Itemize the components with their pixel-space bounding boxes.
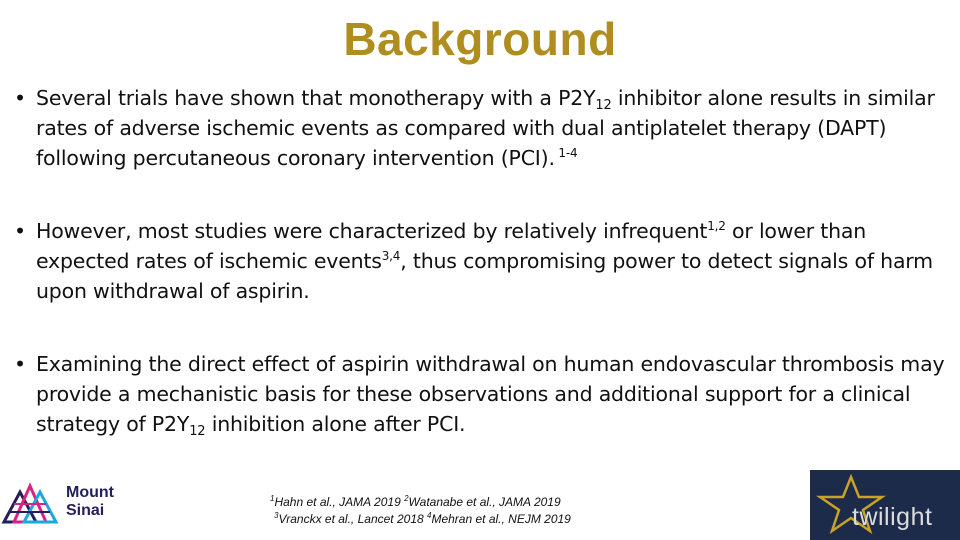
citation-superscript: 1,2 [707, 219, 726, 233]
twilight-wordmark: twilight [852, 503, 933, 531]
bullet-dot: • [14, 352, 26, 376]
mount-sinai-wordmark [66, 484, 114, 520]
logo-text: Mount [66, 484, 114, 501]
bullet-list [12, 83, 952, 439]
citation-superscript: 1-4 [554, 146, 578, 160]
citation-superscript: 3,4 [381, 249, 401, 263]
bullet-text: or lower than expected rates of ischemic events [36, 219, 867, 273]
bullet-dot: • [14, 86, 26, 110]
bullet-item [12, 83, 952, 173]
slide-title: Background [343, 13, 617, 65]
bullet-text: inhibitor alone results in similar rates of adverse ischemic events as compared with dual antiplatelet therapy (DAPT) following percutaneous coronary intervention (PCI). [36, 86, 935, 170]
bullet-item [12, 349, 952, 439]
twilight-logo [810, 470, 960, 540]
logo-text: Sinai [66, 502, 105, 519]
mount-sinai-mark-icon [0, 478, 62, 526]
bullet-text: However, most studies were characterized by relatively infrequent [36, 219, 708, 243]
reference-text: Watanabe et al., JAMA 2019 [408, 495, 561, 509]
mount-sinai-logo [0, 478, 130, 528]
bullet-item [12, 216, 952, 306]
reference-number: 4 [427, 511, 432, 520]
bullet-text: Several trials have shown that monotherapy with a P2Y [36, 86, 596, 110]
subscript: 12 [595, 98, 612, 113]
reference-text: Vranckx et al., Lancet 2018 [278, 512, 427, 526]
bullet-text: Examining the direct effect of aspirin withdrawal on human endovascular thrombosis may provide a mechanistic basis for these observations and additional support for a clinical strategy of P2Y [36, 352, 945, 436]
reference-number: 1 [270, 494, 275, 503]
reference-line [270, 494, 690, 511]
bullet-text: inhibition alone after PCI. [205, 412, 466, 436]
bullet-dot: • [14, 219, 26, 243]
reference-text: Mehran et al., NEJM 2019 [431, 512, 571, 526]
reference-number: 3 [274, 511, 279, 520]
subscript: 12 [189, 424, 206, 439]
bullet-text: , thus compromising power to detect signals of harm upon withdrawal of aspirin. [36, 249, 933, 303]
reference-number: 2 [404, 494, 409, 503]
references [270, 494, 690, 528]
reference-text: Hahn et al., JAMA 2019 [274, 495, 405, 509]
reference-line [270, 511, 690, 528]
